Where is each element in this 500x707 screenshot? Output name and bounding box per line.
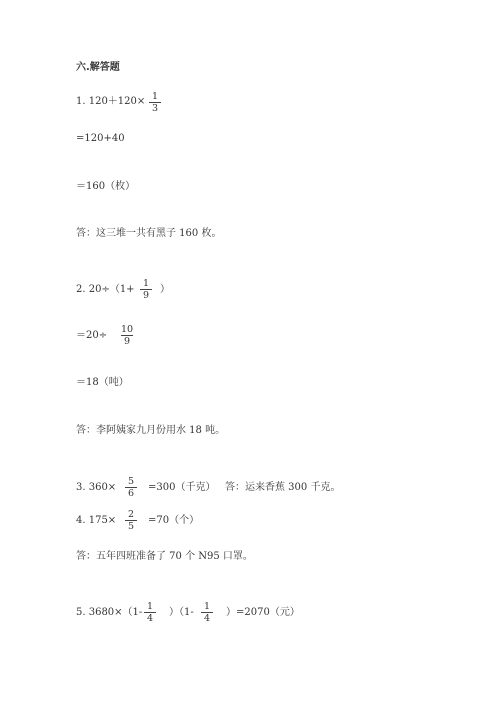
q3-frac-num: 5 bbox=[127, 476, 135, 487]
q4-result: =70（个） bbox=[148, 515, 200, 526]
q5-frac2-num: 1 bbox=[203, 601, 211, 612]
q1-frac-num: 1 bbox=[151, 91, 159, 102]
q2-fraction-1 bbox=[139, 278, 153, 301]
q1-fraction bbox=[148, 91, 162, 114]
q2-frac2-den: 9 bbox=[123, 336, 131, 347]
q1-line2: =120+40 bbox=[76, 133, 125, 144]
q2-frac2-num: 10 bbox=[120, 324, 134, 335]
q4-frac-den: 5 bbox=[127, 521, 135, 532]
q1-answer: 答：这三堆一共有黑子 160 枚。 bbox=[76, 228, 222, 239]
q2-frac1-den: 9 bbox=[142, 290, 150, 301]
q3-result: =300（千克） bbox=[148, 482, 216, 493]
q3-answer: 答：运来香蕉 300 千克。 bbox=[225, 482, 341, 493]
q5-frac1-num: 1 bbox=[146, 601, 154, 612]
section-title: 六.解答题 bbox=[76, 62, 120, 73]
q4-answer: 答：五年四班准备了 70 个 N95 口罩。 bbox=[76, 551, 253, 562]
q2-answer: 答：李阿姨家九月份用水 18 吨。 bbox=[76, 425, 226, 436]
q2-line1-suffix: ） bbox=[160, 284, 170, 295]
q3-frac-den: 6 bbox=[127, 488, 135, 499]
q1-line1: 1. 120＋120× bbox=[76, 96, 146, 107]
q1-frac-den: 3 bbox=[151, 103, 159, 114]
q5-frac2-den: 4 bbox=[203, 613, 211, 624]
q2-frac1-num: 1 bbox=[142, 278, 150, 289]
q5-result: ）=2070（元） bbox=[226, 607, 300, 618]
q5-expression: 5. 3680×（1- bbox=[76, 607, 143, 618]
q4-frac-num: 2 bbox=[127, 509, 135, 520]
q4-expression: 4. 175× bbox=[76, 515, 117, 526]
q2-line2: ＝20÷ bbox=[76, 330, 108, 341]
q2-fraction-2 bbox=[120, 324, 134, 347]
q3-fraction bbox=[124, 476, 138, 499]
q3-expression: 3. 360× bbox=[76, 482, 117, 493]
q5-frac1-den: 4 bbox=[146, 613, 154, 624]
q1-line3: ＝160（枚） bbox=[76, 181, 136, 192]
q2-line1: 2. 20÷（1+ bbox=[76, 284, 135, 295]
q2-line3: ＝18（吨） bbox=[76, 377, 129, 388]
q5-fraction-2 bbox=[200, 601, 214, 624]
q4-fraction bbox=[124, 509, 138, 532]
q5-middle: ）（1- bbox=[169, 607, 194, 618]
q5-fraction-1 bbox=[143, 601, 157, 624]
